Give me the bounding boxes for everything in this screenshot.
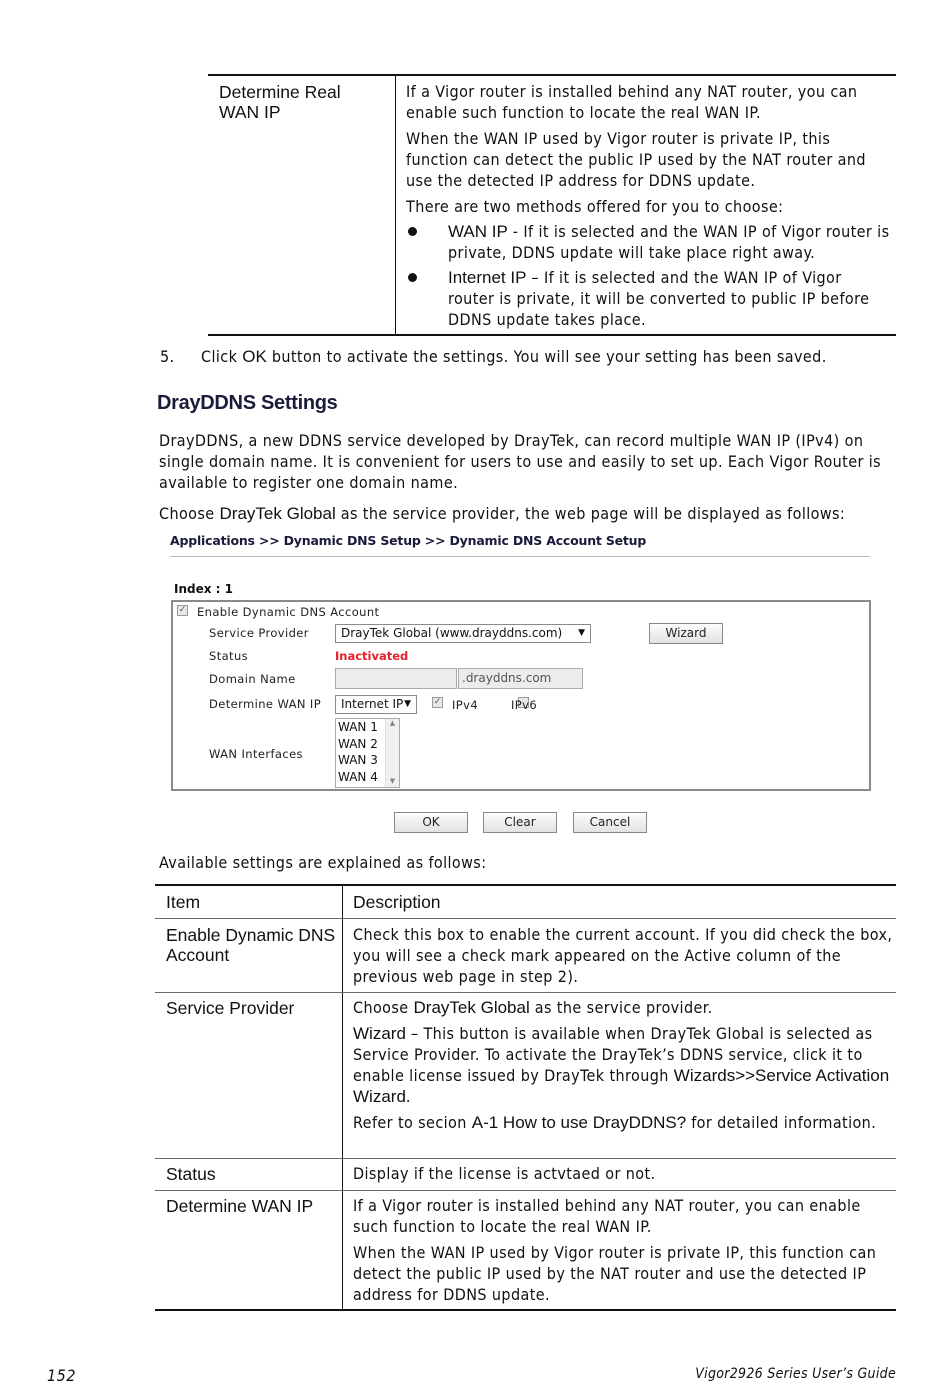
table-header-item: Item: [166, 892, 201, 912]
sp-desc-3-term: A-1 How to use DrayDDNS?: [471, 1113, 687, 1132]
status-label: Status: [209, 649, 249, 663]
top-table-description: [406, 81, 891, 330]
chevron-down-icon: ▼: [404, 699, 411, 709]
service-provider-label: Service Provider: [209, 626, 309, 640]
domain-name-input[interactable]: [335, 668, 457, 689]
top-table-top-rule: [208, 74, 896, 76]
guide-title: Vigor2926 Series User’s Guide: [695, 1366, 896, 1382]
choose-pre: Choose: [159, 504, 220, 523]
ok-button[interactable]: OK: [394, 812, 468, 833]
top-table-item: Determine Real WAN IP: [219, 82, 341, 122]
intro-paragraph: DrayDDNS, a new DDNS service developed by DrayTek, can record multiple WAN IP (IPv4) on single domain name. It is convenient for users to use and easily to set up. Each Vigor Router is available to register one domain name.: [159, 431, 882, 492]
list-scrollbar[interactable]: [385, 719, 399, 787]
breadcrumb: Applications >> Dynamic DNS Setup >> Dynamic DNS Account Setup: [170, 533, 647, 548]
step-5-number: 5.: [160, 347, 175, 366]
sp-desc-1-term: DrayTek Global: [413, 998, 530, 1017]
table-row-rule: [155, 1190, 896, 1191]
sp-desc-2-end: .: [405, 1087, 411, 1106]
section-intro: [159, 430, 904, 524]
sp-desc-3: [353, 1112, 893, 1133]
choose-post: as the service provider, the web page will be displayed as follows:: [335, 504, 846, 523]
bullet-internet-ip-term: Internet IP: [448, 268, 527, 287]
status-value: Inactivated: [335, 649, 409, 663]
bullet-wan-ip: [406, 221, 891, 263]
table-row-rule: [155, 1158, 896, 1159]
scroll-down-icon[interactable]: ▼: [389, 777, 396, 785]
row-enable-item: Enable Dynamic DNS Account: [166, 925, 336, 965]
sp-desc-3-post: for detailed information.: [686, 1113, 877, 1132]
bullet-wan-ip-text: - If it is selected and the WAN IP of Vigor router is private, DDNS update will take place right away.: [448, 222, 890, 262]
table-top-rule: [155, 884, 896, 886]
section-heading: DrayDDNS Settings: [157, 392, 338, 414]
row-service-provider-item: Service Provider: [166, 998, 295, 1018]
wizard-button[interactable]: Wizard: [649, 623, 723, 644]
row-service-provider-desc: [353, 997, 893, 1133]
table-header-rule: [155, 918, 896, 919]
domain-suffix-field: .drayddns.com: [458, 668, 583, 689]
top-table-column-divider: [395, 75, 396, 335]
row-status-desc: Display if the license is actvtaed or not.: [353, 1164, 656, 1183]
ipv4-label: IPv4: [452, 698, 479, 712]
table-header-description: Description: [353, 892, 441, 912]
wan-option[interactable]: WAN 3: [338, 753, 378, 767]
step-5-term: OK: [242, 347, 267, 366]
cancel-button[interactable]: Cancel: [573, 812, 647, 833]
sp-desc-2-term2: Wizards>>Service Activation Wizard: [353, 1066, 890, 1106]
wan-option[interactable]: WAN 2: [338, 736, 378, 751]
enable-ddns-checkbox[interactable]: ✓: [178, 605, 187, 615]
determine-wan-ip-value: Internet IP: [341, 697, 404, 711]
row-enable-desc: Check this box to enable the current account. If you did check the box, you will see a check mark appeared on the Active column of the previous web page in step 2).: [353, 925, 893, 986]
sp-desc-3-pre: Refer to secion: [353, 1113, 472, 1132]
determine-wan-ip-label: Determine WAN IP: [209, 697, 322, 711]
row-determine-desc: [353, 1195, 893, 1305]
bullet-internet-ip-text: – If it is selected and the WAN IP of Vigor router is private, it will be converted to public IP before DDNS update takes place.: [448, 268, 870, 329]
table-bottom-rule: [155, 1309, 896, 1311]
choose-paragraph: [159, 503, 904, 524]
top-table-bullets: [406, 221, 891, 330]
bullet-wan-ip-term: WAN IP: [448, 222, 508, 241]
sp-desc-1-post: as the service provider.: [529, 998, 713, 1017]
service-provider-select[interactable]: [335, 624, 591, 643]
row-status-item: Status: [166, 1164, 216, 1184]
sp-desc-2-text: – This button is available when DrayTek Global is selected as Service Provider. To activate the DrayTek’s DDNS service, click it to enable license issued by DrayTek through: [353, 1024, 873, 1085]
choose-term: DrayTek Global: [219, 504, 336, 523]
top-table-p3: There are two methods offered for you to choose:: [406, 197, 784, 216]
wan-interfaces-list[interactable]: [335, 718, 400, 788]
top-table-bottom-rule: [208, 334, 896, 336]
enable-ddns-label: Enable Dynamic DNS Account: [197, 605, 380, 619]
table-column-divider: [342, 885, 343, 1310]
available-settings-text: Available settings are explained as follows:: [159, 853, 487, 872]
wan-option[interactable]: WAN 1: [338, 720, 378, 734]
row-determine-item: Determine WAN IP: [166, 1196, 314, 1216]
service-provider-value: DrayTek Global (www.drayddns.com): [341, 626, 563, 640]
page-number: 152: [47, 1366, 76, 1385]
chevron-down-icon: ▼: [578, 628, 585, 638]
ipv4-checkbox[interactable]: ✓: [433, 697, 442, 707]
index-label: Index : 1: [174, 582, 233, 596]
top-table-p1: If a Vigor router is installed behind any NAT router, you can enable such function to locate the real WAN IP.: [406, 82, 858, 122]
ipv6-label: IPv6: [511, 698, 538, 712]
domain-name-label: Domain Name: [209, 672, 296, 686]
sp-desc-1-pre: Choose: [353, 998, 414, 1017]
router-ui-screenshot: [160, 528, 890, 838]
wan-option[interactable]: WAN 4: [338, 769, 378, 784]
top-table-p2: When the WAN IP used by Vigor router is private IP, this function can detect the public IP used by the NAT router and use the detected IP address for DDNS update.: [406, 129, 866, 190]
determine-wan-ip-select[interactable]: [335, 695, 417, 714]
scroll-up-icon[interactable]: ▲: [389, 719, 396, 727]
step-5: [160, 346, 900, 367]
sp-desc-2: [353, 1023, 893, 1107]
wan-interfaces-label: WAN Interfaces: [209, 747, 303, 761]
table-row-rule: [155, 992, 896, 993]
breadcrumb-divider: [170, 556, 870, 557]
clear-button[interactable]: Clear: [483, 812, 557, 833]
step-5-pre: Click: [201, 347, 243, 366]
det-desc-1: If a Vigor router is installed behind any NAT router, you can enable such function to locate the real WAN IP.: [353, 1196, 861, 1236]
step-5-post: button to activate the settings. You will see your setting has been saved.: [266, 347, 827, 366]
det-desc-2: When the WAN IP used by Vigor router is private IP, this function can detect the public IP used by the NAT router and use the detected IP address for DDNS update.: [353, 1243, 877, 1304]
sp-desc-1: [353, 997, 893, 1018]
sp-desc-2-term: Wizard: [353, 1024, 406, 1043]
bullet-internet-ip: [406, 267, 891, 330]
